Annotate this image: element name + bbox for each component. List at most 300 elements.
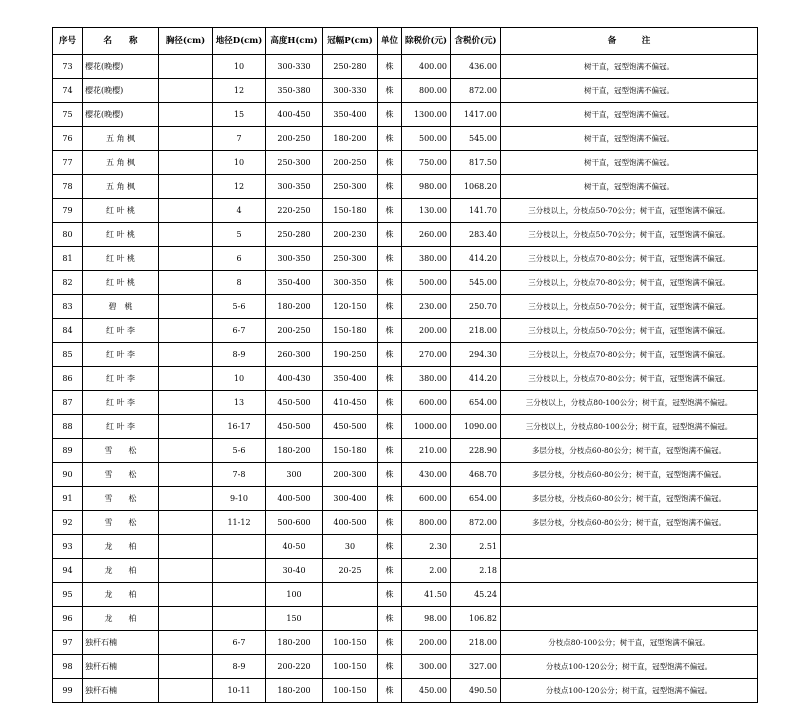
- crown-cell: 300-330: [323, 79, 378, 103]
- row-number: 84: [53, 319, 83, 343]
- table-row: [53, 175, 758, 199]
- dbh-cell: [159, 559, 213, 583]
- remarks-cell: 多层分枝，分枝点60-80公分；树干直，冠型饱满不偏冠。: [501, 463, 758, 487]
- crown-cell: 400-500: [323, 511, 378, 535]
- header-no: 序号: [53, 28, 83, 55]
- header-name: 名 称: [83, 28, 159, 55]
- remarks-cell: 树干直，冠型饱满不偏冠。: [501, 79, 758, 103]
- price-ex-tax-cell: 500.00: [402, 127, 451, 151]
- unit-cell: 株: [378, 175, 402, 199]
- row-number: 73: [53, 55, 83, 79]
- ground-diameter-cell: 7-8: [213, 463, 266, 487]
- crown-cell: 410-450: [323, 391, 378, 415]
- unit-cell: 株: [378, 559, 402, 583]
- dbh-cell: [159, 439, 213, 463]
- plant-name: 五 角 枫: [83, 127, 159, 151]
- unit-cell: 株: [378, 103, 402, 127]
- price-ex-tax-cell: 400.00: [402, 55, 451, 79]
- plant-name: 龙 柏: [83, 607, 159, 631]
- price-ex-tax-cell: 450.00: [402, 679, 451, 703]
- row-number: 75: [53, 103, 83, 127]
- table-row: [53, 127, 758, 151]
- dbh-cell: [159, 343, 213, 367]
- plant-name: 独杆石楠: [83, 631, 159, 655]
- crown-cell: 200-300: [323, 463, 378, 487]
- price-inc-tax-cell: 2.51: [451, 535, 501, 559]
- ground-diameter-cell: 5-6: [213, 439, 266, 463]
- ground-diameter-cell: 7: [213, 127, 266, 151]
- dbh-cell: [159, 463, 213, 487]
- price-inc-tax-cell: 414.20: [451, 247, 501, 271]
- price-inc-tax-cell: 414.20: [451, 367, 501, 391]
- ground-diameter-cell: 16-17: [213, 415, 266, 439]
- crown-cell: 190-250: [323, 343, 378, 367]
- remarks-cell: 树干直，冠型饱满不偏冠。: [501, 175, 758, 199]
- price-inc-tax-cell: 654.00: [451, 487, 501, 511]
- dbh-cell: [159, 367, 213, 391]
- row-number: 74: [53, 79, 83, 103]
- unit-cell: 株: [378, 391, 402, 415]
- plant-name: 五 角 枫: [83, 151, 159, 175]
- remarks-cell: 多层分枝，分枝点60-80公分；树干直，冠型饱满不偏冠。: [501, 511, 758, 535]
- remarks-cell: 三分枝以上，分枝点70-80公分；树干直，冠型饱满不偏冠。: [501, 367, 758, 391]
- crown-cell: 350-400: [323, 367, 378, 391]
- table-row: [53, 103, 758, 127]
- dbh-cell: [159, 127, 213, 151]
- plant-name: 独杆石楠: [83, 679, 159, 703]
- plant-name: 雪 松: [83, 511, 159, 535]
- price-inc-tax-cell: 817.50: [451, 151, 501, 175]
- price-ex-tax-cell: 260.00: [402, 223, 451, 247]
- unit-cell: 株: [378, 415, 402, 439]
- height-cell: 450-500: [266, 391, 323, 415]
- row-number: 95: [53, 583, 83, 607]
- ground-diameter-cell: 13: [213, 391, 266, 415]
- price-ex-tax-cell: 2.00: [402, 559, 451, 583]
- unit-cell: 株: [378, 199, 402, 223]
- crown-cell: 250-280: [323, 55, 378, 79]
- row-number: 86: [53, 367, 83, 391]
- table-row: [53, 247, 758, 271]
- header-ground-diameter: 地径D(cm): [213, 28, 266, 55]
- crown-cell: 100-150: [323, 655, 378, 679]
- dbh-cell: [159, 247, 213, 271]
- remarks-cell: 三分枝以上，分枝点50-70公分；树干直，冠型饱满不偏冠。: [501, 319, 758, 343]
- crown-cell: 450-500: [323, 415, 378, 439]
- price-ex-tax-cell: 41.50: [402, 583, 451, 607]
- unit-cell: 株: [378, 607, 402, 631]
- plant-name: 樱花(晚樱): [83, 55, 159, 79]
- table-row: [53, 55, 758, 79]
- row-number: 80: [53, 223, 83, 247]
- remarks-cell: 树干直，冠型饱满不偏冠。: [501, 103, 758, 127]
- table-row: [53, 391, 758, 415]
- unit-cell: 株: [378, 583, 402, 607]
- crown-cell: 200-250: [323, 151, 378, 175]
- remarks-cell: 分枝点100-120公分；树干直，冠型饱满不偏冠。: [501, 679, 758, 703]
- plant-name: 樱花(晚樱): [83, 79, 159, 103]
- table-row: [53, 655, 758, 679]
- unit-cell: 株: [378, 55, 402, 79]
- price-ex-tax-cell: 980.00: [402, 175, 451, 199]
- unit-cell: 株: [378, 463, 402, 487]
- height-cell: 30-40: [266, 559, 323, 583]
- price-ex-tax-cell: 270.00: [402, 343, 451, 367]
- price-inc-tax-cell: 218.00: [451, 631, 501, 655]
- unit-cell: 株: [378, 439, 402, 463]
- height-cell: 350-380: [266, 79, 323, 103]
- ground-diameter-cell: 8-9: [213, 655, 266, 679]
- remarks-cell: 三分枝以上，分枝点50-70公分；树干直，冠型饱满不偏冠。: [501, 223, 758, 247]
- dbh-cell: [159, 79, 213, 103]
- crown-cell: 150-180: [323, 319, 378, 343]
- ground-diameter-cell: 9-10: [213, 487, 266, 511]
- dbh-cell: [159, 151, 213, 175]
- unit-cell: 株: [378, 343, 402, 367]
- height-cell: 300-350: [266, 247, 323, 271]
- dbh-cell: [159, 487, 213, 511]
- price-inc-tax-cell: 106.82: [451, 607, 501, 631]
- dbh-cell: [159, 607, 213, 631]
- plant-name: 雪 松: [83, 439, 159, 463]
- height-cell: 400-450: [266, 103, 323, 127]
- ground-diameter-cell: 6: [213, 247, 266, 271]
- crown-cell: 300-400: [323, 487, 378, 511]
- table-row: [53, 199, 758, 223]
- header-dbh: 胸径(cm): [159, 28, 213, 55]
- table-row: [53, 583, 758, 607]
- height-cell: 180-200: [266, 631, 323, 655]
- crown-cell: 200-230: [323, 223, 378, 247]
- ground-diameter-cell: [213, 535, 266, 559]
- remarks-cell: 分枝点80-100公分；树干直，冠型饱满不偏冠。: [501, 631, 758, 655]
- remarks-cell: [501, 559, 758, 583]
- crown-cell: 100-150: [323, 631, 378, 655]
- row-number: 96: [53, 607, 83, 631]
- price-inc-tax-cell: 2.18: [451, 559, 501, 583]
- unit-cell: 株: [378, 271, 402, 295]
- table-row: [53, 679, 758, 703]
- price-inc-tax-cell: 45.24: [451, 583, 501, 607]
- price-inc-tax-cell: 250.70: [451, 295, 501, 319]
- header-height: 高度H(cm): [266, 28, 323, 55]
- unit-cell: 株: [378, 655, 402, 679]
- price-inc-tax-cell: 490.50: [451, 679, 501, 703]
- crown-cell: 300-350: [323, 271, 378, 295]
- table-row: [53, 631, 758, 655]
- crown-cell: 150-180: [323, 199, 378, 223]
- dbh-cell: [159, 295, 213, 319]
- row-number: 82: [53, 271, 83, 295]
- plant-name: 五 角 枫: [83, 175, 159, 199]
- height-cell: 300: [266, 463, 323, 487]
- remarks-cell: [501, 583, 758, 607]
- price-inc-tax-cell: 545.00: [451, 127, 501, 151]
- unit-cell: 株: [378, 679, 402, 703]
- header-crown: 冠幅P(cm): [323, 28, 378, 55]
- unit-cell: 株: [378, 631, 402, 655]
- table-row: [53, 79, 758, 103]
- row-number: 89: [53, 439, 83, 463]
- dbh-cell: [159, 655, 213, 679]
- price-ex-tax-cell: 800.00: [402, 79, 451, 103]
- price-inc-tax-cell: 545.00: [451, 271, 501, 295]
- row-number: 90: [53, 463, 83, 487]
- table-row: [53, 151, 758, 175]
- plant-name: 红 叶 李: [83, 319, 159, 343]
- plant-name: 独杆石楠: [83, 655, 159, 679]
- ground-diameter-cell: 10: [213, 55, 266, 79]
- plant-name: 龙 柏: [83, 559, 159, 583]
- table-row: [53, 223, 758, 247]
- unit-cell: 株: [378, 295, 402, 319]
- height-cell: 400-500: [266, 487, 323, 511]
- crown-cell: 100-150: [323, 679, 378, 703]
- plant-name: 红 叶 桃: [83, 271, 159, 295]
- dbh-cell: [159, 55, 213, 79]
- dbh-cell: [159, 511, 213, 535]
- row-number: 99: [53, 679, 83, 703]
- plant-name: 碧 桃: [83, 295, 159, 319]
- table-row: [53, 511, 758, 535]
- table-row: [53, 439, 758, 463]
- ground-diameter-cell: 15: [213, 103, 266, 127]
- ground-diameter-cell: 12: [213, 79, 266, 103]
- row-number: 94: [53, 559, 83, 583]
- price-ex-tax-cell: 230.00: [402, 295, 451, 319]
- plant-name: 樱花(晚樱): [83, 103, 159, 127]
- plant-name: 红 叶 桃: [83, 223, 159, 247]
- height-cell: 180-200: [266, 439, 323, 463]
- plant-name: 红 叶 李: [83, 367, 159, 391]
- price-ex-tax-cell: 600.00: [402, 391, 451, 415]
- crown-cell: 250-300: [323, 247, 378, 271]
- row-number: 87: [53, 391, 83, 415]
- ground-diameter-cell: 5: [213, 223, 266, 247]
- ground-diameter-cell: 8: [213, 271, 266, 295]
- table-row: [53, 343, 758, 367]
- dbh-cell: [159, 175, 213, 199]
- dbh-cell: [159, 103, 213, 127]
- plant-name: 红 叶 桃: [83, 247, 159, 271]
- ground-diameter-cell: 12: [213, 175, 266, 199]
- height-cell: 200-220: [266, 655, 323, 679]
- height-cell: 300-330: [266, 55, 323, 79]
- dbh-cell: [159, 679, 213, 703]
- price-inc-tax-cell: 141.70: [451, 199, 501, 223]
- crown-cell: 150-180: [323, 439, 378, 463]
- price-ex-tax-cell: 380.00: [402, 247, 451, 271]
- table-row: [53, 463, 758, 487]
- table-body: [53, 55, 758, 703]
- dbh-cell: [159, 271, 213, 295]
- height-cell: 200-250: [266, 319, 323, 343]
- remarks-cell: 三分枝以上，分枝点70-80公分；树干直，冠型饱满不偏冠。: [501, 343, 758, 367]
- price-inc-tax-cell: 436.00: [451, 55, 501, 79]
- height-cell: 260-300: [266, 343, 323, 367]
- table-row: [53, 415, 758, 439]
- height-cell: 180-200: [266, 679, 323, 703]
- price-inc-tax-cell: 327.00: [451, 655, 501, 679]
- price-sheet: [52, 27, 758, 703]
- table-row: [53, 367, 758, 391]
- dbh-cell: [159, 199, 213, 223]
- height-cell: 250-280: [266, 223, 323, 247]
- row-number: 79: [53, 199, 83, 223]
- header-unit: 单位: [378, 28, 402, 55]
- crown-cell: [323, 583, 378, 607]
- crown-cell: 120-150: [323, 295, 378, 319]
- unit-cell: 株: [378, 127, 402, 151]
- remarks-cell: 分枝点100-120公分；树干直，冠型饱满不偏冠。: [501, 655, 758, 679]
- dbh-cell: [159, 583, 213, 607]
- row-number: 83: [53, 295, 83, 319]
- price-table: [52, 27, 758, 703]
- price-ex-tax-cell: 1000.00: [402, 415, 451, 439]
- price-ex-tax-cell: 98.00: [402, 607, 451, 631]
- price-inc-tax-cell: 872.00: [451, 79, 501, 103]
- plant-name: 雪 松: [83, 463, 159, 487]
- price-ex-tax-cell: 300.00: [402, 655, 451, 679]
- row-number: 88: [53, 415, 83, 439]
- price-ex-tax-cell: 430.00: [402, 463, 451, 487]
- price-ex-tax-cell: 130.00: [402, 199, 451, 223]
- unit-cell: 株: [378, 487, 402, 511]
- price-ex-tax-cell: 380.00: [402, 367, 451, 391]
- ground-diameter-cell: [213, 583, 266, 607]
- height-cell: 300-350: [266, 175, 323, 199]
- plant-name: 红 叶 桃: [83, 199, 159, 223]
- row-number: 81: [53, 247, 83, 271]
- height-cell: 220-250: [266, 199, 323, 223]
- header-price-inc-tax: 含税价(元): [451, 28, 501, 55]
- table-row: [53, 319, 758, 343]
- crown-cell: 180-200: [323, 127, 378, 151]
- crown-cell: 350-400: [323, 103, 378, 127]
- remarks-cell: 三分枝以上，分枝点50-70公分；树干直，冠型饱满不偏冠。: [501, 295, 758, 319]
- crown-cell: 20-25: [323, 559, 378, 583]
- unit-cell: 株: [378, 511, 402, 535]
- price-ex-tax-cell: 1300.00: [402, 103, 451, 127]
- remarks-cell: [501, 607, 758, 631]
- remarks-cell: 三分枝以上，分枝点70-80公分；树干直，冠型饱满不偏冠。: [501, 247, 758, 271]
- table-row: [53, 271, 758, 295]
- plant-name: 红 叶 李: [83, 415, 159, 439]
- unit-cell: 株: [378, 535, 402, 559]
- price-inc-tax-cell: 218.00: [451, 319, 501, 343]
- row-number: 78: [53, 175, 83, 199]
- remarks-cell: 三分枝以上，分枝点80-100公分；树干直，冠型饱满不偏冠。: [501, 391, 758, 415]
- crown-cell: 250-300: [323, 175, 378, 199]
- dbh-cell: [159, 415, 213, 439]
- row-number: 98: [53, 655, 83, 679]
- height-cell: 180-200: [266, 295, 323, 319]
- price-ex-tax-cell: 2.30: [402, 535, 451, 559]
- row-number: 93: [53, 535, 83, 559]
- unit-cell: 株: [378, 223, 402, 247]
- dbh-cell: [159, 535, 213, 559]
- unit-cell: 株: [378, 79, 402, 103]
- remarks-cell: 三分枝以上，分枝点70-80公分；树干直，冠型饱满不偏冠。: [501, 271, 758, 295]
- crown-cell: [323, 607, 378, 631]
- row-number: 97: [53, 631, 83, 655]
- row-number: 91: [53, 487, 83, 511]
- plant-name: 雪 松: [83, 487, 159, 511]
- table-row: [53, 607, 758, 631]
- table-row: [53, 295, 758, 319]
- ground-diameter-cell: 10: [213, 367, 266, 391]
- crown-cell: 30: [323, 535, 378, 559]
- price-ex-tax-cell: 210.00: [402, 439, 451, 463]
- dbh-cell: [159, 631, 213, 655]
- price-inc-tax-cell: 654.00: [451, 391, 501, 415]
- unit-cell: 株: [378, 247, 402, 271]
- height-cell: 250-300: [266, 151, 323, 175]
- price-ex-tax-cell: 200.00: [402, 631, 451, 655]
- ground-diameter-cell: [213, 607, 266, 631]
- remarks-cell: 树干直，冠型饱满不偏冠。: [501, 55, 758, 79]
- ground-diameter-cell: 8-9: [213, 343, 266, 367]
- ground-diameter-cell: [213, 559, 266, 583]
- dbh-cell: [159, 319, 213, 343]
- dbh-cell: [159, 391, 213, 415]
- remarks-cell: 三分枝以上，分枝点80-100公分；树干直，冠型饱满不偏冠。: [501, 415, 758, 439]
- remarks-cell: 树干直，冠型饱满不偏冠。: [501, 127, 758, 151]
- ground-diameter-cell: 10-11: [213, 679, 266, 703]
- unit-cell: 株: [378, 319, 402, 343]
- unit-cell: 株: [378, 367, 402, 391]
- price-inc-tax-cell: 468.70: [451, 463, 501, 487]
- table-row: [53, 559, 758, 583]
- row-number: 92: [53, 511, 83, 535]
- unit-cell: 株: [378, 151, 402, 175]
- price-inc-tax-cell: 294.30: [451, 343, 501, 367]
- price-ex-tax-cell: 200.00: [402, 319, 451, 343]
- price-ex-tax-cell: 600.00: [402, 487, 451, 511]
- height-cell: 100: [266, 583, 323, 607]
- plant-name: 红 叶 李: [83, 391, 159, 415]
- dbh-cell: [159, 223, 213, 247]
- header-row: [53, 28, 758, 55]
- ground-diameter-cell: 10: [213, 151, 266, 175]
- height-cell: 400-430: [266, 367, 323, 391]
- ground-diameter-cell: 5-6: [213, 295, 266, 319]
- ground-diameter-cell: 6-7: [213, 319, 266, 343]
- height-cell: 350-400: [266, 271, 323, 295]
- ground-diameter-cell: 4: [213, 199, 266, 223]
- remarks-cell: [501, 535, 758, 559]
- price-ex-tax-cell: 500.00: [402, 271, 451, 295]
- row-number: 76: [53, 127, 83, 151]
- remarks-cell: 树干直，冠型饱满不偏冠。: [501, 151, 758, 175]
- height-cell: 500-600: [266, 511, 323, 535]
- ground-diameter-cell: 11-12: [213, 511, 266, 535]
- height-cell: 150: [266, 607, 323, 631]
- price-ex-tax-cell: 800.00: [402, 511, 451, 535]
- remarks-cell: 多层分枝，分枝点60-80公分；树干直，冠型饱满不偏冠。: [501, 439, 758, 463]
- height-cell: 40-50: [266, 535, 323, 559]
- header-remarks: 备 注: [501, 28, 758, 55]
- price-inc-tax-cell: 1417.00: [451, 103, 501, 127]
- height-cell: 200-250: [266, 127, 323, 151]
- remarks-cell: 多层分枝，分枝点60-80公分；树干直，冠型饱满不偏冠。: [501, 487, 758, 511]
- header-price-ex-tax: 除税价(元): [402, 28, 451, 55]
- row-number: 85: [53, 343, 83, 367]
- ground-diameter-cell: 6-7: [213, 631, 266, 655]
- plant-name: 龙 柏: [83, 535, 159, 559]
- plant-name: 龙 柏: [83, 583, 159, 607]
- price-ex-tax-cell: 750.00: [402, 151, 451, 175]
